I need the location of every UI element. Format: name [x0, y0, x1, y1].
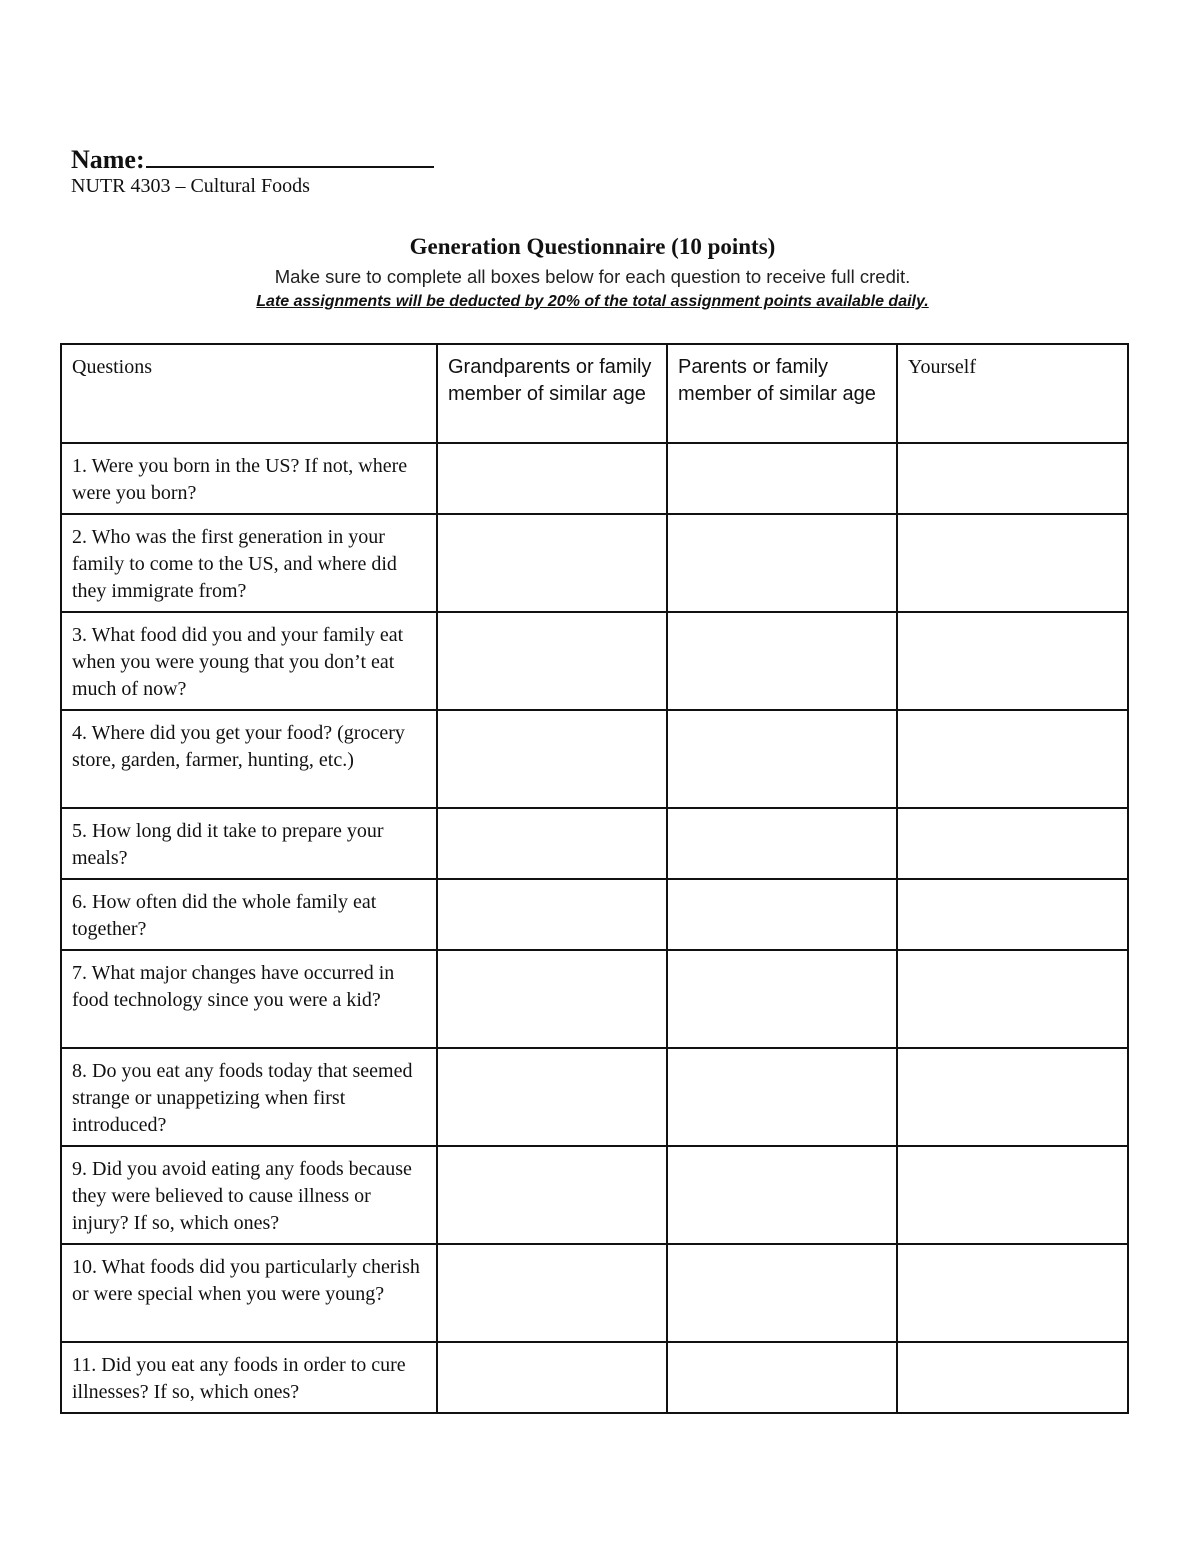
- answer-cell-yourself[interactable]: [897, 514, 1128, 612]
- answer-cell-parents[interactable]: [667, 1244, 897, 1342]
- column-header-grandparents: Grandparents or family member of similar age: [437, 344, 667, 443]
- answer-cell-parents[interactable]: [667, 612, 897, 710]
- question-cell: 6. How often did the whole family eat together?: [61, 879, 437, 950]
- answer-cell-yourself[interactable]: [897, 1146, 1128, 1244]
- table-header-row: [61, 344, 1128, 443]
- column-header-parents: Parents or family member of similar age: [667, 344, 897, 443]
- table-row: [61, 443, 1128, 514]
- answer-cell-grandparents[interactable]: [437, 443, 667, 514]
- table-row: [61, 808, 1128, 879]
- column-header-questions: Questions: [61, 344, 437, 443]
- table-row: [61, 879, 1128, 950]
- table-row: [61, 514, 1128, 612]
- answer-cell-grandparents[interactable]: [437, 1048, 667, 1146]
- answer-cell-parents[interactable]: [667, 443, 897, 514]
- answer-cell-yourself[interactable]: [897, 879, 1128, 950]
- table-row: [61, 1048, 1128, 1146]
- question-cell: 3. What food did you and your family eat when you were young that you don’t eat much of now?: [61, 612, 437, 710]
- answer-cell-parents[interactable]: [667, 808, 897, 879]
- question-cell: 4. Where did you get your food? (grocery store, garden, farmer, hunting, etc.): [61, 710, 437, 808]
- answer-cell-parents[interactable]: [667, 879, 897, 950]
- answer-cell-yourself[interactable]: [897, 1244, 1128, 1342]
- answer-cell-yourself[interactable]: [897, 1342, 1128, 1413]
- answer-cell-grandparents[interactable]: [437, 1146, 667, 1244]
- answer-cell-yourself[interactable]: [897, 808, 1128, 879]
- answer-cell-yourself[interactable]: [897, 612, 1128, 710]
- question-cell: 5. How long did it take to prepare your meals?: [61, 808, 437, 879]
- answer-cell-grandparents[interactable]: [437, 1244, 667, 1342]
- answer-cell-yourself[interactable]: [897, 950, 1128, 1048]
- question-cell: 9. Did you avoid eating any foods because they were believed to cause illness or injury? If so, which ones?: [61, 1146, 437, 1244]
- instructions-text: Make sure to complete all boxes below for each question to receive full credit.: [274, 266, 911, 287]
- answer-cell-grandparents[interactable]: [437, 1342, 667, 1413]
- table-row: [61, 1244, 1128, 1342]
- page-title: Generation Questionnaire (10 points): [409, 234, 776, 259]
- name-label: Name:: [71, 145, 145, 174]
- answer-cell-grandparents[interactable]: [437, 514, 667, 612]
- answer-cell-parents[interactable]: [667, 1342, 897, 1413]
- question-cell: 7. What major changes have occurred in food technology since you were a kid?: [61, 950, 437, 1048]
- answer-cell-yourself[interactable]: [897, 710, 1128, 808]
- question-cell: 10. What foods did you particularly cherish or were special when you were young?: [61, 1244, 437, 1342]
- answer-cell-grandparents[interactable]: [437, 879, 667, 950]
- question-cell: 2. Who was the first generation in your family to come to the US, and where did they immigrate from?: [61, 514, 437, 612]
- late-policy-note: Late assignments will be deducted by 20% of the total assignment points available daily.: [256, 293, 929, 310]
- column-header-yourself: Yourself: [897, 344, 1128, 443]
- table-row: [61, 950, 1128, 1048]
- question-cell: 8. Do you eat any foods today that seemed strange or unappetizing when first introduced?: [61, 1048, 437, 1146]
- answer-cell-parents[interactable]: [667, 950, 897, 1048]
- question-cell: 11. Did you eat any foods in order to cure illnesses? If so, which ones?: [61, 1342, 437, 1413]
- name-blank-line[interactable]: [146, 140, 434, 168]
- title-block: [0, 232, 1185, 312]
- table-row: [61, 1342, 1128, 1413]
- answer-cell-parents[interactable]: [667, 514, 897, 612]
- answer-cell-yourself[interactable]: [897, 1048, 1128, 1146]
- answer-cell-grandparents[interactable]: [437, 950, 667, 1048]
- table-row: [61, 710, 1128, 808]
- name-field: [71, 140, 434, 175]
- answer-cell-grandparents[interactable]: [437, 612, 667, 710]
- questionnaire-table: [60, 343, 1129, 1414]
- table-row: [61, 612, 1128, 710]
- question-cell: 1. Were you born in the US? If not, where were you born?: [61, 443, 437, 514]
- answer-cell-parents[interactable]: [667, 710, 897, 808]
- course-title: NUTR 4303 – Cultural Foods: [71, 175, 310, 197]
- answer-cell-grandparents[interactable]: [437, 710, 667, 808]
- table-row: [61, 1146, 1128, 1244]
- answer-cell-yourself[interactable]: [897, 443, 1128, 514]
- answer-cell-parents[interactable]: [667, 1146, 897, 1244]
- answer-cell-grandparents[interactable]: [437, 808, 667, 879]
- answer-cell-parents[interactable]: [667, 1048, 897, 1146]
